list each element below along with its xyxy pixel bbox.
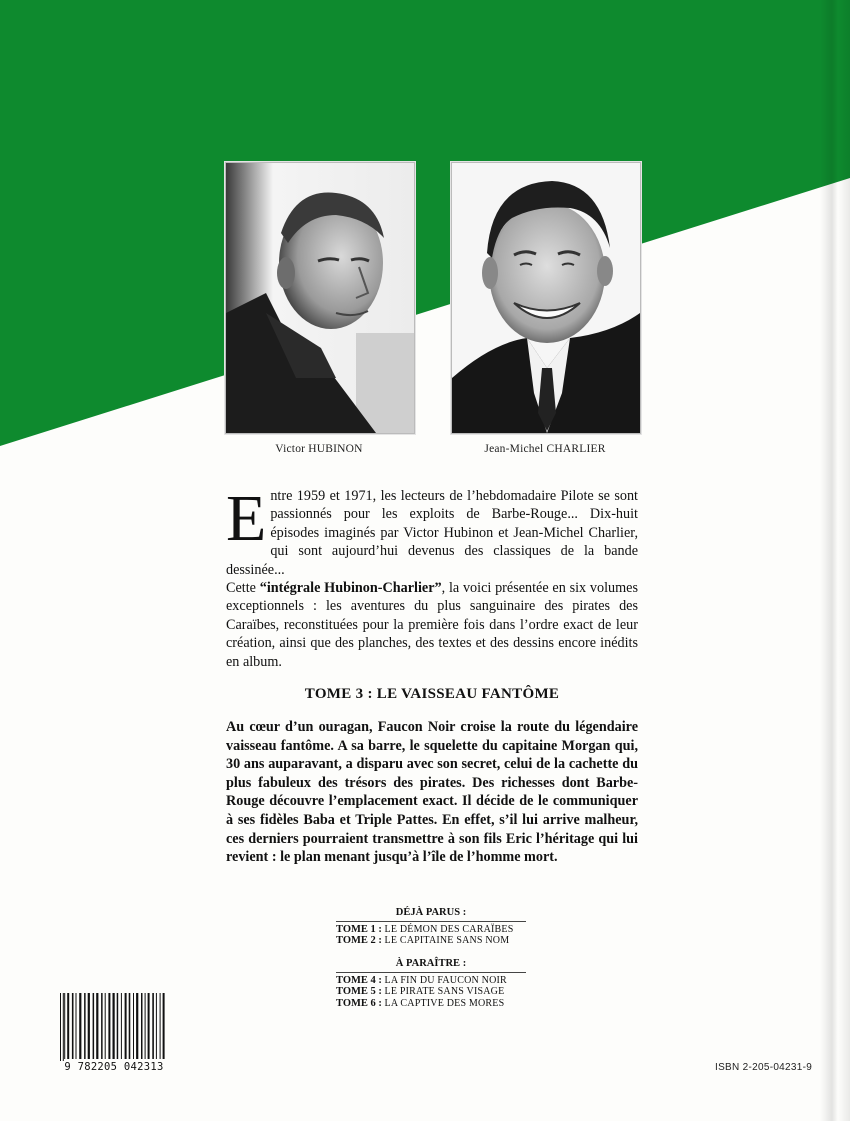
photo-jean-michel-charlier — [451, 162, 641, 434]
barcode-bar — [93, 993, 95, 1059]
barcode-bar — [88, 993, 90, 1059]
spine-shadow — [820, 0, 850, 1121]
barcode-bar — [121, 993, 122, 1059]
divider — [336, 972, 526, 973]
barcode-bar — [101, 993, 103, 1059]
barcode-bar — [67, 993, 69, 1059]
barcode-bar — [84, 993, 86, 1059]
barcode-bar — [96, 993, 98, 1059]
summary-text: Au cœur d’un ouragan, Faucon Noir croise la route du légendaire vaisseau fantôme. A sa barre, le squelette du capitaine Morgan qui, 30 ans auparavant, a disparu avec son secret, celui de la cachette du plus fabuleux des trésors des pirates. Des richesses dont Barbe-Rouge découvre l’emplacement exact. Il décide de le communiquer à ses fidèles Baba et Triple Pattes. En effet, s’il lui arrive malheur, ces derniers pourraient transmettre à son fils Eric l’héritage qui lui revient : le plan menant jusqu’à l’île de l’homme mort. — [226, 719, 638, 866]
portrait-illustration — [452, 163, 640, 433]
barcode-bar — [129, 993, 131, 1059]
barcode-bar — [117, 993, 119, 1059]
isbn-label: ISBN 2-205-04231-9 — [715, 1062, 813, 1073]
barcode-bar — [105, 993, 106, 1059]
list-item: TOME 5 : LE PIRATE SANS VISAGE — [336, 986, 505, 997]
barcode-number: 9 782205 042313 — [58, 1061, 170, 1073]
deja-parus-list — [336, 907, 526, 947]
barcode-bar — [63, 993, 64, 1067]
barcode-bar — [133, 993, 134, 1059]
barcode-bar — [148, 993, 150, 1059]
barcode-bar — [125, 993, 127, 1059]
barcode-bar — [72, 993, 74, 1059]
intro-paragraph-1: ntre 1959 et 1971, les lecteurs de l’hebdomadaire Pilote se sont passionnés pour les exploits de Barbe-Rouge... Dix-huit épisodes imaginés par Victor Hubinon et Jean-Michel Charlier, qui sont aujourd’hui devenus des classiques de la bande dessinée... — [226, 488, 638, 578]
barcode-bar — [156, 993, 157, 1059]
barcode-bar — [79, 993, 81, 1059]
portrait-illustration — [226, 163, 414, 433]
intro-paragraph-2: Cette “intégrale Hubinon-Charlier”, la voici présentée en six volumes exceptionnels : les aventures du plus sanguinaire des pirates des Caraïbes, reconstituées pour la première fois dans l’ordre exact de leur création, ainsi que des planches, des textes et des dessins encore inédits en album. — [226, 580, 638, 670]
barcode-bar — [160, 993, 161, 1059]
caption-jean-michel-charlier: Jean-Michel CHARLIER — [484, 443, 606, 455]
photo-victor-hubinon — [225, 162, 415, 434]
a-paraitre-heading: À PARAÎTRE : — [395, 958, 467, 969]
barcode — [58, 993, 166, 1071]
divider — [336, 921, 526, 922]
deja-parus-heading: DÉJÀ PARUS : — [395, 907, 467, 918]
drop-cap: E — [226, 482, 267, 555]
barcode-bar — [60, 993, 61, 1067]
barcode-bar — [76, 993, 77, 1059]
barcode-bar — [64, 993, 65, 1059]
barcode-bar — [152, 993, 154, 1059]
barcode-bar — [113, 993, 115, 1059]
tome-title: TOME 3 : LE VAISSEAU FANTÔME — [304, 686, 560, 702]
list-item: TOME 6 : LA CAPTIVE DES MORES — [336, 997, 505, 1009]
a-paraitre-list — [336, 958, 526, 1009]
list-item: TOME 1 : LE DÉMON DES CARAÏBES — [336, 923, 514, 935]
barcode-bar — [163, 993, 165, 1059]
barcode-bar — [145, 993, 146, 1059]
barcode-bar — [136, 993, 138, 1059]
barcode-bar — [108, 993, 110, 1059]
integrale-title: “intégrale Hubinon-Charlier” — [259, 580, 442, 597]
intro-text — [226, 482, 638, 671]
list-item: TOME 4 : LA FIN DU FAUCON NOIR — [336, 974, 507, 986]
barcode-bar — [141, 993, 143, 1059]
caption-victor-hubinon: Victor HUBINON — [275, 443, 363, 455]
list-item: TOME 2 : LE CAPITAINE SANS NOM — [336, 935, 510, 946]
